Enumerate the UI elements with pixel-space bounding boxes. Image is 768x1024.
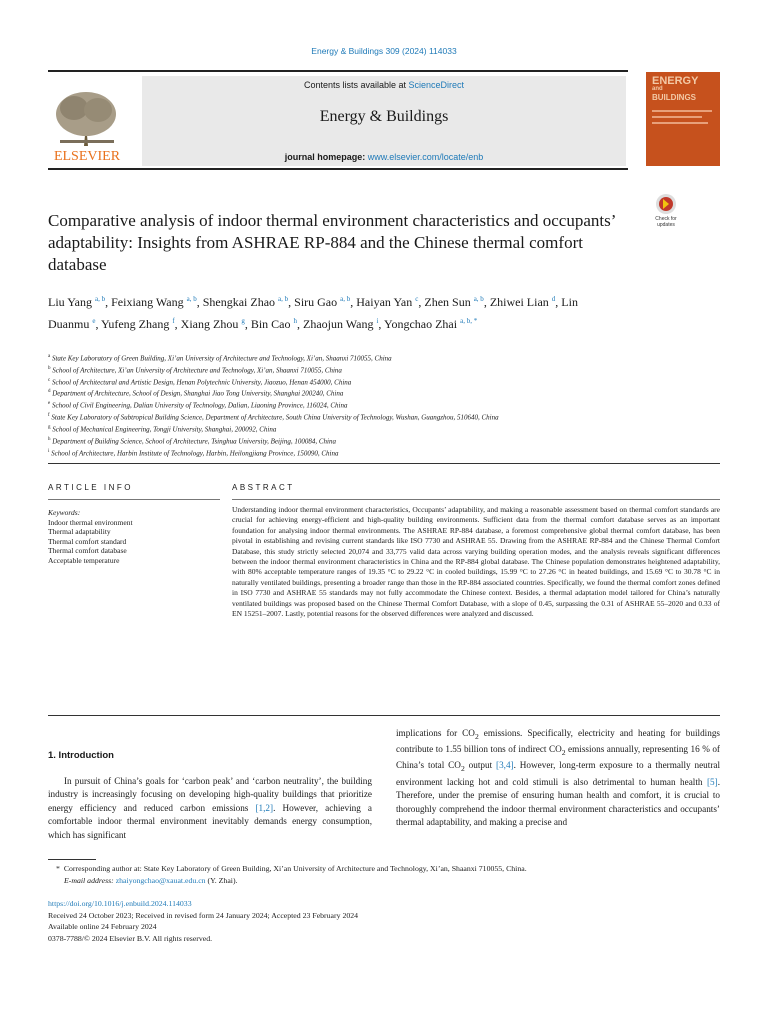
elsevier-tree-icon [48,80,126,164]
svg-text:updates: updates [657,222,675,228]
author[interactable]: Liu Yang $^{a, b}$ [48,295,106,309]
section-heading-introduction: 1. Introduction [48,750,114,761]
abstract-rule [232,499,720,500]
keyword: Thermal comfort standard [48,536,127,546]
keyword: Thermal adaptability [48,527,111,536]
publisher-wordmark: ELSEVIER [53,149,121,164]
elsevier-logo[interactable] [48,80,126,164]
affiliation: $^f$ State Key Laboratory of Subtropical Building Science, Department of Architecture, South China University of Technology, Wushan, Guangzhou, 510640, China [48,413,499,422]
cover-title-energy: ENERGY [652,75,699,87]
citation-link[interactable]: [1,2] [255,802,274,813]
publication-info [48,898,548,944]
author[interactable]: Yufeng Zhang $^f$ [101,317,175,331]
keyword: Indoor thermal environment [48,517,133,527]
article-info-heading: ARTICLE INFO [48,483,133,492]
header-top-rule [48,70,628,72]
dates-line: Received 24 October 2023; Received in revised form 24 January 2024; Accepted 23 February 2024 [48,910,359,920]
journal-homepage: journal homepage: www.elsevier.com/locate/enb [284,152,484,162]
author[interactable]: Shengkai Zhao $^{a, b}$ [202,295,289,309]
svg-text:Check for: Check for [655,216,677,222]
email-link[interactable]: zhaiyongchao@xauat.edu.cn [115,876,206,885]
author-list: Liu Yang $^{a, b}$, Feixiang Wang $^{a, b}$, Shengkai Zhao $^{a, b}$, Siru Gao $^{a, b}$, Haiyan Yan $^c$, Zhen Sun $^{a, b}$, Zhiwei Lian $^d$, Lin Duanmu $^e$, Yufeng Zhang $^f$, Xiang Zhou $^g$, Bin Cao $^h$, Zhaojun Wang $^i$, Yongchao Zhai $^{a, b, *}$ [48,295,578,331]
affiliation: $^g$ School of Mechanical Engineering, Tongji University, Shanghai, 200092, China [48,424,277,434]
online-date: Available online 24 February 2024 [48,922,157,931]
keyword: Acceptable temperature [48,555,120,565]
keywords-block [48,508,228,565]
abstract-bottom-rule [48,715,720,716]
doi-link[interactable]: https://doi.org/10.1016/j.enbuild.2024.114033 [48,899,192,908]
affiliation: $^c$ School of Architectural and Artistic Design, Henan Polytechnic University, Jiaozuo, Henan 454000, China [48,377,352,386]
affiliation: $^a$ State Key Laboratory of Green Building, Xi’an University of Architecture and Technology, Xi’an, Shaanxi 710055, China [48,354,392,363]
affiliations-rule [48,463,720,464]
check-for-updates-badge[interactable] [646,193,686,229]
header-bottom-rule [48,168,628,170]
author[interactable]: Bin Cao $^h$ [250,317,297,331]
copyright-line: 0378-7788/© 2024 Elsevier B.V. All rights reserved. [48,933,213,943]
author[interactable]: Feixiang Wang $^{a, b}$ [111,295,197,309]
author[interactable]: Zhen Sun $^{a, b}$ [424,295,484,309]
intro-paragraph-col1: In pursuit of China’s goals for ‘carbon peak’ and ‘carbon neutrality’, the building industry is increasingly focusing on developing high-quality buildings that prioritize energy efficiency and reduced carbon emissions [1,2]. However, achieving a comfortable indoor thermal environment inevitably demands energy consumption, which has significant [48,776,372,840]
citation-link[interactable]: [3,4] [496,760,514,771]
homepage-link[interactable]: www.elsevier.com/locate/enb [367,152,484,162]
affiliations [48,352,728,458]
affiliation: $^h$ Department of Building Science, School of Architecture, Tsinghua University, Beijing, 100084, China [48,436,336,446]
cover-title-buildings: BUILDINGS [652,93,696,102]
affiliation: $^b$ School of Architecture, Xi’an University of Architecture and Technology, Xi’an, Shaanxi 710055, China [48,365,342,375]
abstract-heading: ABSTRACT [232,483,295,492]
author[interactable]: Lin Duanmu $^e$ [48,295,578,331]
contents-line: Contents lists available at ScienceDirect [303,80,465,90]
cover-title-and: and [652,86,663,92]
corresponding-author-footnote: * Corresponding author at: State Key Laboratory of Green Building, Xi’an University of Architecture and Technology, Xi’an, Shaanxi 710055, China. [56,864,527,873]
author[interactable]: Zhaojun Wang $^i$ [303,317,379,331]
check-updates-icon [646,193,686,229]
author[interactable]: Haiyan Yan $^c$ [356,295,419,309]
citation-link[interactable]: [5] [706,776,718,787]
affiliation: $^d$ Department of Architecture, School of Design, Shanghai Jiao Tong University, Shanghai 200240, China [48,389,344,398]
keyword: Thermal comfort database [48,546,127,555]
affiliation: $^i$ School of Architecture, Harbin Institute of Technology, Harbin, Heilongjiang Province, 150090, China [48,448,339,457]
journal-reference[interactable]: Energy & Buildings 309 (2024) 114033 [311,46,457,56]
author[interactable]: Zhiwei Lian $^d$ [489,295,556,309]
footnote-rule [48,859,96,860]
article-info-rule [48,499,220,500]
author[interactable]: Yongchao Zhai $^{a, b, *}$ [383,317,478,331]
author[interactable]: Siru Gao $^{a, b}$ [294,295,351,309]
sciencedirect-link[interactable]: ScienceDirect [408,80,465,90]
author[interactable]: Xiang Zhou $^g$ [180,317,245,331]
abstract-text: Understanding indoor thermal environment characteristics, Occupants’ adaptability, and making a reasonable assessment based on thermal comfort standards are crucial for achieving energy-efficient and high-quality building environments. Sufficient data from the thermal comfort database serves as an important foundation for analysing indoor thermal environments. The ASHRAE RP-884 database, a foremost comprehensive global thermal comfort database, has been pivotal in establishing and revising current standards like ISO 7730 and ASHRAE 55. Drawing from the ASHRAE RP-884 and the Chinese Thermal Comfort Database, this study strictly selected 20,074 and 33,775 valid data across varying building operation modes, and the analysis reveals significant differences between the indoor thermal environment characteristics in China and the RP-884 global database. The Chinese population demonstrates heightened adaptability, with 80% acceptable temperature ranges of 19.35 °C to 29.22 °C in cooled buildings, 15.99 °C to 27.26 °C in heated buildings, and 15.69 °C to 30.78 °C in naturally ventilated buildings, presenting a broader range than those in the RP-884 associated countries. Specifically, we found the thermal comfort zones defined in ISO 7730 and ASHRAE 55 standards may not fully accommodate the Chinese context. Besides, a thermal adaptation model tailored for China’s naturally ventilated buildings was proposed based on the Chinese Thermal Comfort Database, with a slope of 0.45, surpassing the 0.31 of ASHRAE 55–2020 and 0.33 of EN 15251–2007. Lastly, potential reasons for the observed differences were analyzed and discussed. [232,505,720,619]
email-footnote: E-mail address: zhaiyongchao@xauat.edu.cn (Y. Zhai). [64,876,238,885]
affiliation: $^e$ School of Civil Engineering, Dalian University of Technology, Dalian, Liaoning Province, 116024, China [48,401,348,410]
journal-title: Energy & Buildings [319,108,449,125]
intro-paragraph-col2: implications for $CO_2$ emissions. Specifically, electricity and heating for buildings contribute to 1.55 billion tons of indirect $CO_2$ emissions annually, representing 16 % of China’s total $CO_2$ output [3,4]. However, long-term exposure to a thermally neutral environment lacking hot and cold stimuli is also detrimental to human health [5]. Therefore, under the premise of ensuring human health and comfort, it is crucial to thoroughly comprehend the indoor thermal environment characteristics and occupants’ thermal adaptability, and making a precise and [396,728,721,827]
journal-cover-thumbnail[interactable] [646,72,720,166]
article-title: Comparative analysis of indoor thermal environment characteristics and occupants’ adaptability: Insights from ASHRAE RP-884 and the Chinese thermal comfort database [48,211,616,274]
keywords-label: Keywords: [48,508,81,517]
